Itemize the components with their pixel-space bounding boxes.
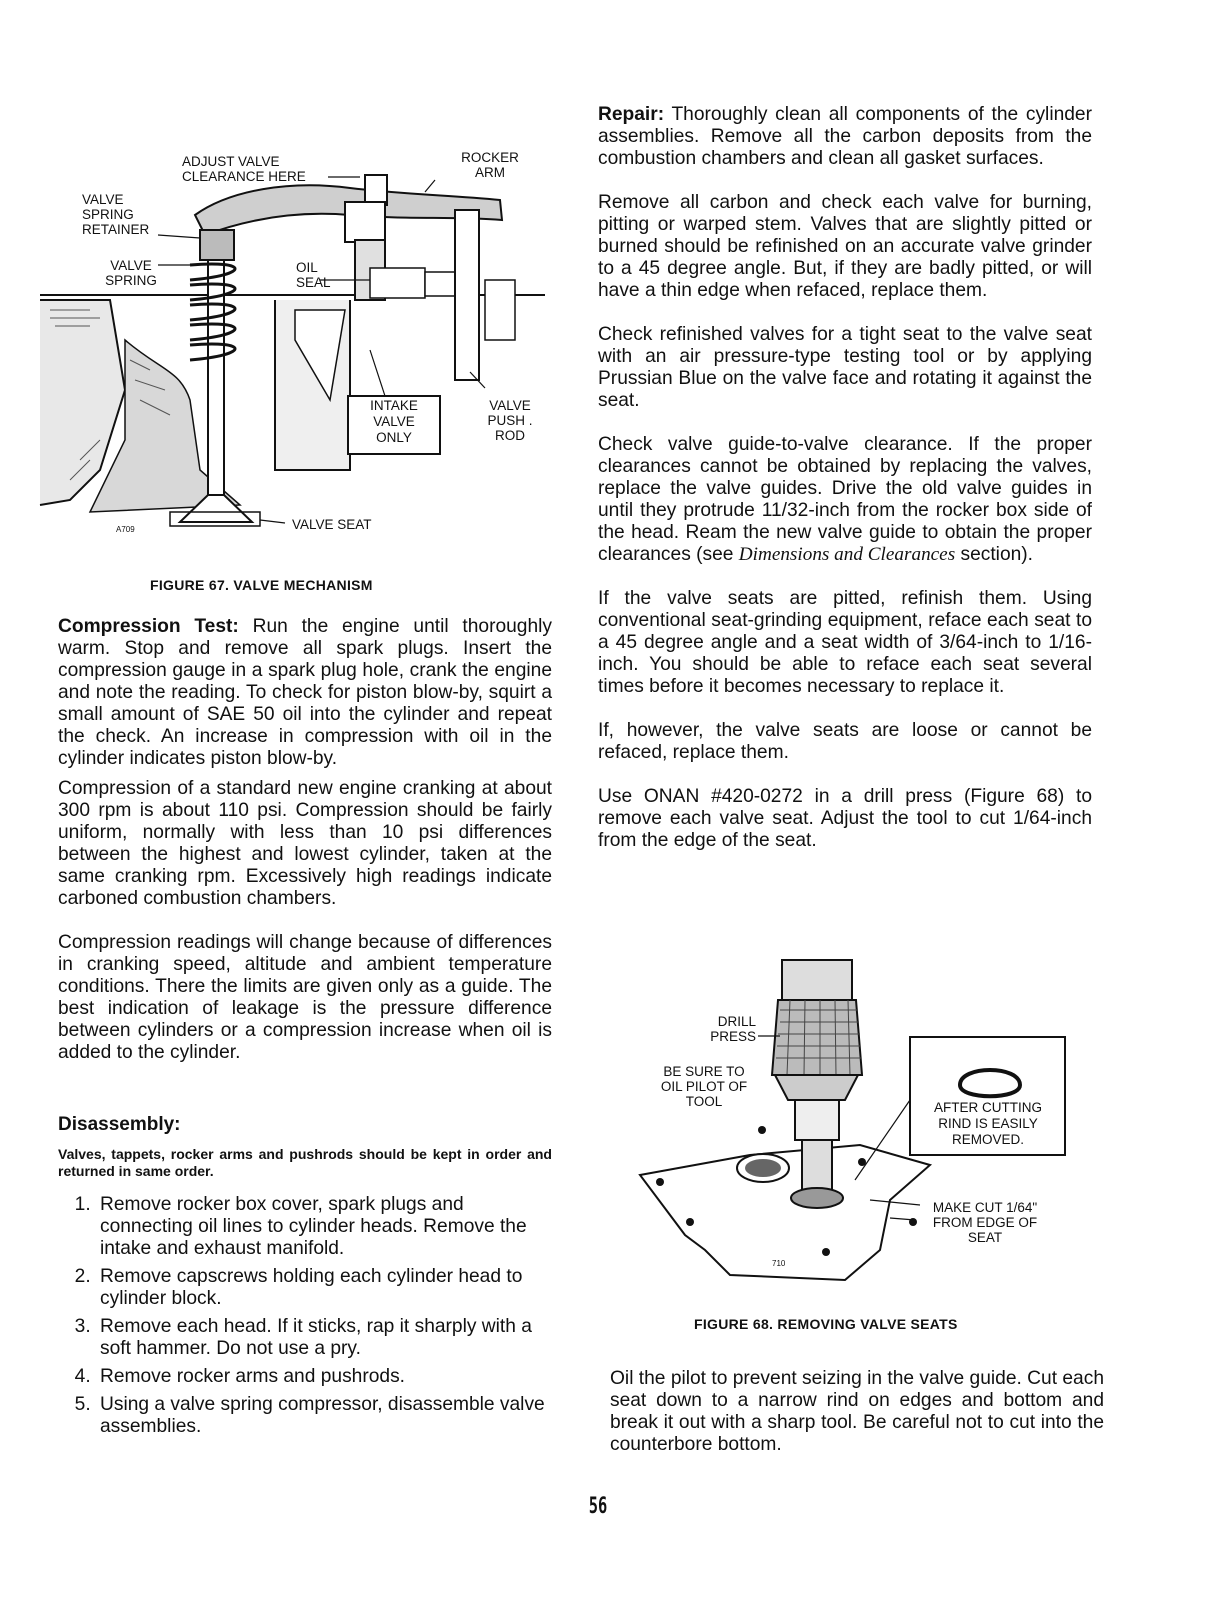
valve-guide-text-end: section). xyxy=(955,544,1034,565)
oil-seal-label-line2: SEAL xyxy=(296,275,331,290)
disassembly-steps xyxy=(58,1194,552,1438)
carbon-check-paragraph: Remove all carbon and check each valve for burning, pitting or warped stem. Valves that are slightly pitted or burned should be refinished on an accurate valve grinder to a 45 degree angle. But, if they are badly pitted, or will have a thin edge when refaced, replace them. xyxy=(598,192,1092,301)
compression-standard-paragraph: Compression of a standard new engine cranking at about 300 rpm is about 110 psi. Compression should be fairly uniform, normally with less than 10 psi differences between the highest and lowest cylinder, taken at the same cranking rpm. Excessively high readings indicate carboned combustion chambers. xyxy=(58,778,552,909)
intake-valve-only-label-line2: VALVE xyxy=(373,414,415,429)
compression-test-text: Run the engine until thoroughly warm. Stop and remove all spark plugs. Insert the compression gauge in a spark plug hole, crank the engine and note the reading. To check for piston blow-by, squirt a small amount of SAE 50 oil into the cylinder and repeat the check. An increase in compression with oil in the cylinder indicates piston blow-by. xyxy=(58,616,553,769)
compression-test-label: Compression Test: xyxy=(58,616,239,637)
right-column xyxy=(598,104,1092,852)
valve-push-rod-label-line3: ROD xyxy=(495,428,525,443)
valve-push-rod-label-line1: VALVE xyxy=(489,398,531,413)
after-cutting-label-line2: RIND IS EASILY xyxy=(938,1116,1038,1131)
valve-spring-retainer-label-line2: SPRING xyxy=(82,207,134,222)
disassembly-step: 1. Remove rocker box cover, spark plugs and connecting oil lines to cylinder heads. Remove the intake and exhaust manifold. xyxy=(96,1194,552,1260)
left-column xyxy=(58,616,552,1444)
intake-valve-only-label-line1: INTAKE xyxy=(370,398,418,413)
drill-press-label-line2: PRESS xyxy=(710,1029,756,1044)
after-cutting-label-line3: REMOVED. xyxy=(951,1132,1024,1147)
compression-readings-paragraph: Compression readings will change because of differences in cranking speed, altitude and ambient temperature conditions. There the limits are given only as a guide. The best indication of leakage is the pressure difference between cylinders or a compression increase when oil is added to the cylinder. xyxy=(58,932,552,1063)
be-sure-label-line1: BE SURE TO xyxy=(663,1064,745,1079)
valve-seats-pitted-paragraph: If the valve seats are pitted, refinish them. Using conventional seat-grinding equipment, reface each seat to a 45 degree angle and a seat width of 3/64-inch to 1/16-inch. You should be able to reface each seat several times before it becomes necessary to replace it. xyxy=(598,588,1092,697)
disassembly-step: 5. Using a valve spring compressor, disassemble valve assemblies. xyxy=(96,1394,552,1438)
valve-spring-label-line1: VALVE xyxy=(110,258,152,273)
figure-67-caption: FIGURE 67. VALVE MECHANISM xyxy=(150,577,373,593)
make-cut-label-line1: MAKE CUT 1/64" xyxy=(932,1200,1038,1215)
disassembly-heading: Disassembly: xyxy=(58,1114,181,1135)
valve-seats-loose-paragraph: If, however, the valve seats are loose or cannot be refaced, replace them. xyxy=(598,720,1092,763)
valve-push-rod-label-line2: PUSH . xyxy=(487,413,533,428)
rocker-arm-label-line2: ARM xyxy=(475,165,505,180)
intake-valve-only-label-line3: ONLY xyxy=(376,430,412,445)
figure-68-caption: FIGURE 68. REMOVING VALVE SEATS xyxy=(694,1316,958,1332)
valve-spring-retainer-label-line3: RETAINER xyxy=(82,222,150,237)
disassembly-note: Valves, tappets, rocker arms and pushrods should be kept in order and returned in same order. xyxy=(58,1146,552,1179)
valve-spring-retainer-label-line1: VALVE xyxy=(82,192,124,207)
be-sure-label-line3: TOOL xyxy=(685,1094,723,1109)
be-sure-label-line2: OIL PILOT OF xyxy=(660,1079,748,1094)
figure-68-removing-valve-seats xyxy=(630,950,1090,1290)
disassembly-step: 3. Remove each head. If it sticks, rap it sharply with a soft hammer. Do not use a pry. xyxy=(96,1316,552,1360)
disassembly-step: 2. Remove capscrews holding each cylinder head to cylinder block. xyxy=(96,1266,552,1310)
valve-seat-label: VALVE SEAT xyxy=(292,517,372,532)
after-cutting-label-line1: AFTER CUTTING xyxy=(934,1100,1042,1115)
valve-spring-label-line2: SPRING xyxy=(105,273,157,288)
figure-67-valve-mechanism xyxy=(30,140,560,560)
valve-guide-paragraph xyxy=(598,434,1092,566)
adjust-valve-label-line2: CLEARANCE HERE xyxy=(182,169,306,184)
refinished-valves-paragraph: Check refinished valves for a tight seat to the valve seat with an air pressure-type testing tool or by applying Prussian Blue on the valve face and rotating it against the seat. xyxy=(598,324,1092,411)
make-cut-label-line3: SEAT xyxy=(967,1230,1003,1245)
valve-guide-text: Check valve guide-to-valve clearance. If the proper clearances cannot be obtained by replacing the valves, replace the valve guides. Drive the old valve guides in until they protrude 11/32-inch from the rocker box side of the head. Ream the new valve guide to obtain the proper clearances (see xyxy=(598,434,1092,565)
drill-press-label-line1: DRILL xyxy=(717,1014,756,1029)
figure-68-code: 710 xyxy=(772,1259,786,1268)
repair-text: Thoroughly clean all components of the cylinder assemblies. Remove all the carbon deposits from the combustion chambers and clean all gasket surfaces. xyxy=(598,104,1092,169)
repair-label: Repair: xyxy=(598,104,665,125)
right-column-bottom xyxy=(610,1368,1104,1456)
compression-test-paragraph xyxy=(58,616,552,770)
page-number: 56 xyxy=(588,1494,608,1519)
disassembly-step: 4. Remove rocker arms and pushrods. xyxy=(96,1366,552,1388)
onan-tool-paragraph: Use ONAN #420-0272 in a drill press (Figure 68) to remove each valve seat. Adjust the tool to cut 1/64-inch from the edge of the seat. xyxy=(598,786,1092,851)
repair-paragraph xyxy=(598,104,1092,170)
adjust-valve-label-line1: ADJUST VALVE xyxy=(182,154,280,169)
oil-seal-label-line1: OIL xyxy=(296,260,318,275)
dimensions-reference: Dimensions and Clearances xyxy=(738,544,956,565)
rocker-arm-label-line1: ROCKER xyxy=(461,150,519,165)
figure-67-code: A709 xyxy=(116,525,135,534)
make-cut-label-line2: FROM EDGE OF xyxy=(932,1215,1038,1230)
oil-pilot-paragraph: Oil the pilot to prevent seizing in the valve guide. Cut each seat down to a narrow rind on edges and bottom and break it out with a sharp tool. Be careful not to cut into the counterbore bottom. xyxy=(610,1368,1104,1455)
